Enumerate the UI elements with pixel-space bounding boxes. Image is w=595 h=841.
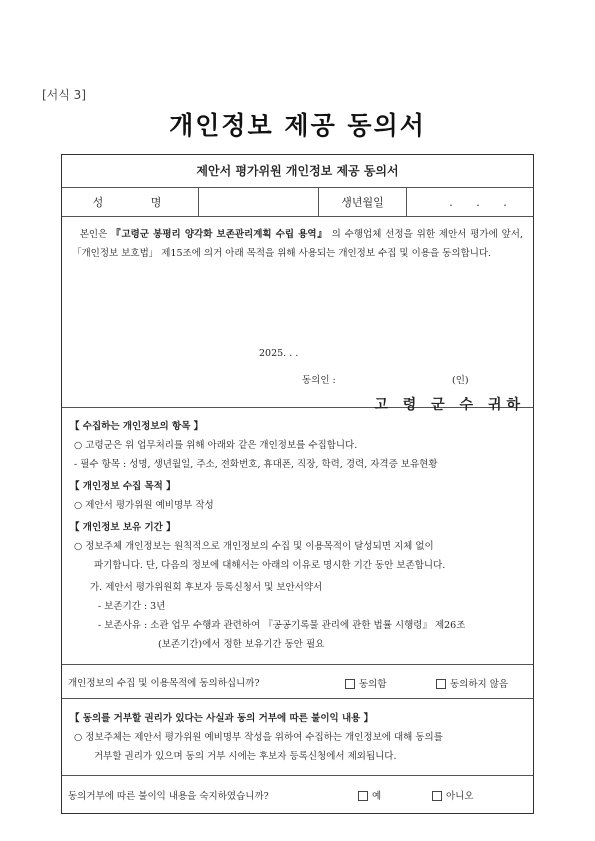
purpose-line: ○ 제안서 평가위원 예비명부 작성 (74, 500, 214, 511)
items-header: 【 수집하는 개인정보의 항목 】 (70, 421, 204, 432)
period-line-3: 가. 제안서 평가위원회 후보자 등록신청서 및 보안서약서 (90, 582, 323, 593)
acknowledge-question-row (62, 776, 533, 813)
refusal-line-2: 거부할 권리가 있으며 동의 거부 시에는 후보자 등록신청에서 제외됩니다. (94, 751, 397, 762)
disagree-label: 동의하지 않음 (450, 679, 509, 690)
consent-statement (62, 217, 533, 413)
project-name: 『고령군 봉평리 양각화 보존관리계획 수립 용역』 (111, 229, 328, 240)
consent-date[interactable]: 2025. . . (259, 348, 299, 359)
refusal-line-1: ○ 정보주체는 제안서 평가위원 예비명부 작성을 위하여 수집하는 개인정보에 대해 동의를 (74, 732, 443, 743)
items-line-2: - 필수 항목 : 성명, 생년월일, 주소, 전화번호, 휴대폰, 직장, 학력, 경력, 자격증 보유현황 (74, 459, 438, 470)
page-title: 개인정보 제공 동의서 (169, 111, 426, 140)
no-label: 아니오 (446, 791, 474, 802)
consent-form (61, 154, 534, 814)
refusal-section (62, 699, 533, 776)
no-option[interactable] (432, 788, 474, 802)
consent-question: 개인정보의 수집 및 이용목적에 동의하십니까? (68, 677, 260, 689)
yes-option[interactable] (358, 788, 381, 802)
no-checkbox[interactable] (432, 791, 442, 801)
period-line-2: 파기합니다. 단, 다음의 정보에 대해서는 아래의 이유로 명시한 기간 동안 보존합니다. (94, 560, 446, 571)
disagree-option[interactable] (436, 676, 508, 690)
period-line-4: - 보존기간 : 3년 (98, 601, 166, 612)
dob-field[interactable]: . . . (449, 195, 517, 209)
agree-checkbox[interactable] (345, 679, 355, 689)
recipient: 고 령 군 수 귀하 (374, 397, 525, 413)
signer-label: 동의인 : (302, 375, 336, 386)
consent-question-row (62, 665, 533, 699)
items-line-1: ○ 고령군은 위 업무처리를 위해 아래와 같은 개인정보를 수집합니다. (74, 440, 358, 451)
period-line-1: ○ 정보주체 개인정보는 원칙적으로 개인정보의 수집 및 이용목적이 달성되면 지체 없이 (74, 541, 434, 552)
purpose-header: 【 개인정보 수집 목적 】 (70, 481, 176, 492)
disagree-checkbox[interactable] (436, 679, 446, 689)
form-number: [서식 3] (42, 88, 86, 102)
refusal-header: 【 동의를 거부할 권리가 있다는 사실과 동의 거부에 따른 불이익 내용 】 (70, 713, 374, 724)
period-line-6: (보존기간)에서 정한 보유기간 동안 필요 (158, 639, 325, 650)
info-section (62, 408, 533, 665)
name-label: 성 명 (62, 188, 199, 216)
consent-intro: 본인은 (79, 229, 112, 240)
form-header: 제안서 평가위원 개인정보 제공 동의서 (62, 155, 533, 188)
yes-label: 예 (372, 791, 382, 802)
seal-mark: (인) (452, 375, 469, 386)
period-header: 【 개인정보 보유 기간 】 (70, 522, 176, 533)
agree-option[interactable] (345, 676, 387, 690)
identity-row (62, 188, 533, 217)
period-line-5: - 보존사유 : 소관 업무 수행과 관련하여 『공공기록물 관리에 관한 법률 시행령』 제26조 (98, 620, 466, 631)
name-field[interactable] (199, 188, 319, 216)
consent-body: 의 수행업체 선정을 위한 제안서 평가에 앞서, 「개인정보 보호법」 제15조에 의거 아래 목적을 위해 사용되는 개인정보 수집 및 이용을 동의합니다. (72, 229, 524, 259)
acknowledge-question: 동의거부에 따른 불이익 내용을 숙지하였습니까? (68, 791, 269, 802)
dob-label: 생년월일 (319, 188, 407, 216)
agree-label: 동의함 (359, 679, 387, 690)
yes-checkbox[interactable] (358, 791, 368, 801)
